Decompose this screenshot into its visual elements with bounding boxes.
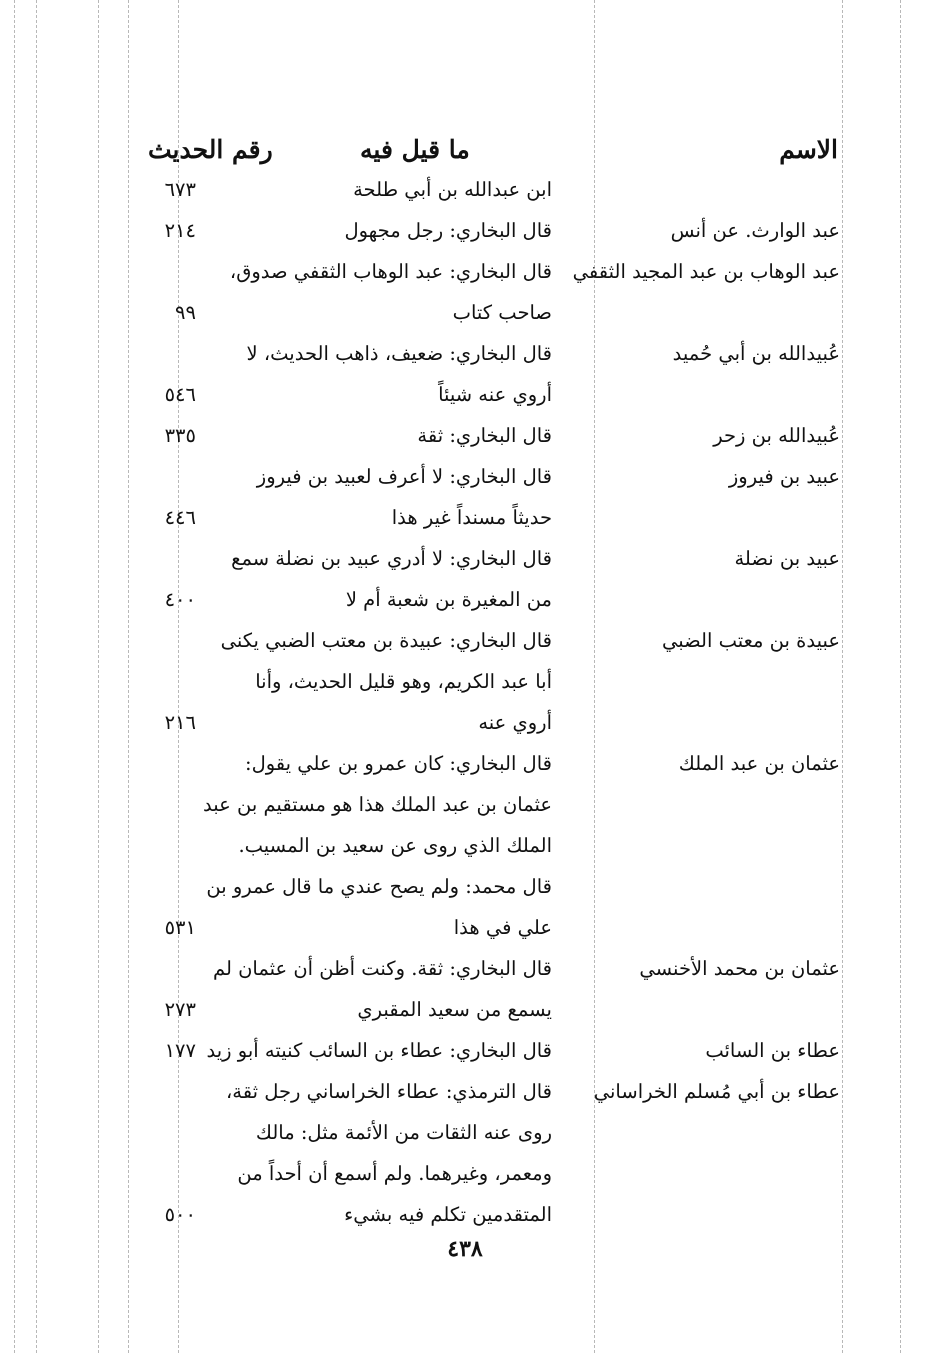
entry-said: حديثاً مسنداً غير هذا <box>391 506 552 529</box>
entry-name: عبيدة بن معتب الضبي <box>661 629 840 652</box>
entry-said: الملك الذي روى عن سعيد بن المسيب. <box>238 834 552 857</box>
entry-said: أروي عنه شيئاً <box>438 383 552 406</box>
scan-guide-line <box>36 0 37 1353</box>
entry-number <box>146 252 196 292</box>
entry-number: ٩٩ <box>175 301 196 324</box>
header-name: الاسم <box>779 135 838 164</box>
header-number: رقم الحديث <box>148 135 273 164</box>
entry-number <box>146 1113 196 1153</box>
entry-name: عثمان بن محمد الأخنسي <box>639 957 840 980</box>
entry-number: ٥٠٠ <box>164 1203 196 1226</box>
entry-name: عبد الوارث. عن أنس <box>670 219 840 242</box>
entry-number <box>146 744 196 784</box>
entry-said: أروي عنه <box>478 711 552 734</box>
entry-said: المتقدمين تكلم فيه بشيء <box>344 1203 552 1226</box>
entry-said: قال البخاري: عطاء بن السائب كنيته أبو زيد <box>206 1039 552 1062</box>
entry-said: صاحب كتاب <box>452 301 552 324</box>
entry-number: ٢١٤ <box>164 219 196 242</box>
entry-name: عبد الوهاب بن عبد المجيد الثقفي <box>572 260 840 283</box>
entry-name: عبيد بن نضلة <box>734 547 840 570</box>
entry-number <box>146 1072 196 1112</box>
entry-number: ٥٤٦ <box>164 383 196 406</box>
entry-name: عبيد بن فيروز <box>728 465 840 488</box>
entry-number: ١٧٧ <box>164 1039 196 1062</box>
entry-name: عُبيدالله بن أبي حُميد <box>672 342 840 365</box>
entry-said: ابن عبدالله بن أبي طلحة <box>353 178 552 201</box>
entry-said: من المغيرة بن شعبة أم لا <box>345 588 552 611</box>
entry-said: عثمان بن عبد الملك هذا هو مستقيم بن عبد <box>203 793 552 816</box>
entry-number <box>146 539 196 579</box>
entry-number <box>146 949 196 989</box>
page-number: ٤٣٨ <box>447 1236 483 1262</box>
entry-name: عطاء بن السائب <box>705 1039 840 1062</box>
entry-number: ٥٣١ <box>164 916 196 939</box>
entry-said: قال البخاري: لا أعرف لعبيد بن فيروز <box>256 465 552 488</box>
entry-number <box>146 1154 196 1194</box>
entry-number: ٢٧٣ <box>164 998 196 1021</box>
entry-said: قال البخاري: لا أدري عبيد بن نضلة سمع <box>231 547 552 570</box>
entry-name: عُبيدالله بن زحر <box>713 424 840 447</box>
entry-number <box>146 785 196 825</box>
entry-said: قال البخاري: عبيدة بن معتب الضبي يكنى <box>220 629 552 652</box>
table-header <box>0 128 930 172</box>
entry-said: قال الترمذي: عطاء الخراساني رجل ثقة، <box>225 1080 552 1103</box>
entry-said: قال محمد: ولم يصح عندي ما قال عمرو بن <box>206 875 552 898</box>
header-said: ما قيل فيه <box>360 135 470 164</box>
entry-number: ٣٣٥ <box>164 424 196 447</box>
entry-number <box>146 662 196 702</box>
entry-name: عثمان بن عبد الملك <box>678 752 840 775</box>
entry-number: ٤٤٦ <box>164 506 196 529</box>
entry-number <box>146 457 196 497</box>
entry-name: عطاء بن أبي مُسلم الخراساني <box>593 1080 840 1103</box>
entry-said: علي في هذا <box>453 916 552 939</box>
entry-said: قال البخاري: كان عمرو بن علي يقول: <box>245 752 552 775</box>
scan-guide-line <box>98 0 99 1353</box>
scan-guide-line <box>842 0 843 1353</box>
scan-guide-line <box>900 0 901 1353</box>
entry-said: قال البخاري: ثقة <box>417 424 552 447</box>
entry-number: ٦٧٣ <box>164 178 196 201</box>
entry-number: ٤٠٠ <box>164 588 196 611</box>
entry-said: قال البخاري: ضعيف، ذاهب الحديث، لا <box>246 342 552 365</box>
entry-said: قال البخاري: عبد الوهاب الثقفي صدوق، <box>229 260 552 283</box>
entry-said: ومعمر، وغيرهما. ولم أسمع أن أحداً من <box>237 1162 552 1185</box>
entry-said: أبا عبد الكريم، وهو قليل الحديث، وأنا <box>255 670 552 693</box>
scan-guide-line <box>14 0 15 1353</box>
entry-said: قال البخاري: ثقة. وكنت أظن أن عثمان لم <box>212 957 552 980</box>
entry-number <box>146 334 196 374</box>
entry-said: يسمع من سعيد المقبري <box>357 998 552 1021</box>
entry-number <box>146 826 196 866</box>
entry-said: روى عنه الثقات من الأئمة مثل: مالك <box>255 1121 552 1144</box>
entry-number <box>146 621 196 661</box>
entry-number: ٢١٦ <box>164 711 196 734</box>
entry-number <box>146 867 196 907</box>
scan-guide-line <box>128 0 129 1353</box>
entry-said: قال البخاري: رجل مجهول <box>344 219 552 242</box>
scan-guide-line <box>594 0 595 1353</box>
